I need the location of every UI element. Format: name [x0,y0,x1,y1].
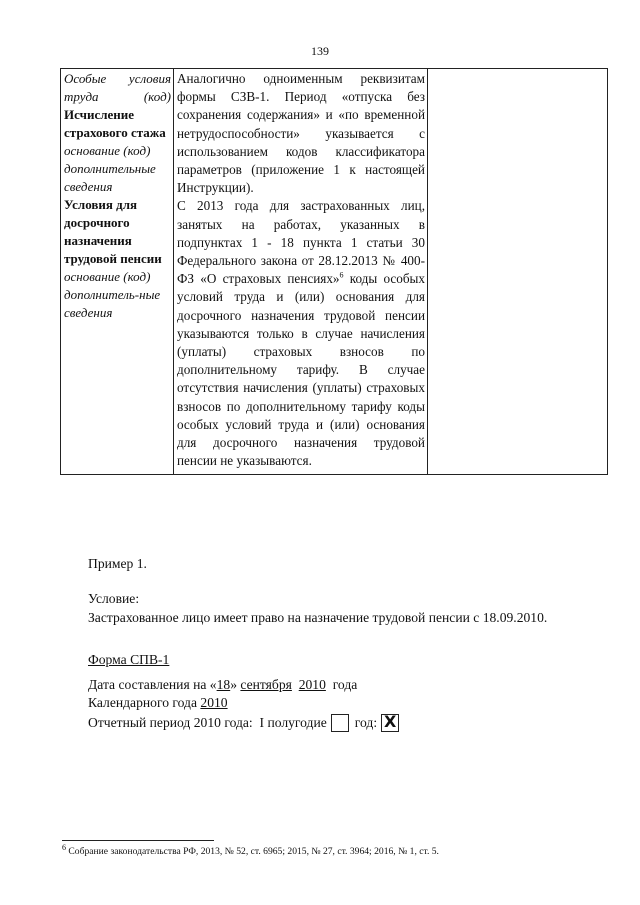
page-number: 139 [311,44,329,58]
para2-end: коды особых условий труда и (или) основания для досрочного назначения трудовой пенсии указываются только в случае начисления (уплаты) страховых взносов по дополнительному тарифу. В случае отсутствия начисления (уплаты) страховых взносов по дополнительному тарифу коды особых условий труда и (или) основания для досрочного назначения трудовой пенсии не указываются. [177,271,425,469]
para2-start: С 2013 года для застрахованных лиц, занятых на работах, указанных в подпунктах 1 - 18 пункта 1 статьи 30 Федерального закона от 28.12.2013 № 400-ФЗ «О страховых пенсиях» [177,198,425,287]
footnote [62,842,439,857]
basis-code-label: основание (код) [64,143,151,158]
basis-code-label-2: основание (код) [64,269,151,284]
half-year-label: I полугодие [259,715,327,730]
insurance-length-heading: Исчисление страхового стажа [64,107,166,140]
additional-info-label-2: дополнитель-ные сведения [64,287,161,320]
calendar-year-line [88,695,228,711]
date-line [88,677,357,693]
footnote-ref: 6 [339,270,344,280]
description-cell [174,69,428,475]
half-year-checkbox[interactable] [331,714,349,732]
condition-label: Условие: [88,591,140,606]
description-para-2 [177,197,425,470]
footnote-number: 6 [62,842,66,852]
instruction-table [60,68,608,475]
table-row [61,69,608,475]
form-title: Форма СПВ-1 [88,652,170,667]
description-para-1: Аналогично одноименным реквизитам формы СЗВ-1. Период «отпуска без сохранения содержания» и «по временной нетрудоспособности» указывается с использованием кодов классификатора параметров (приложение 1 к настоящей Инструкции). [177,71,425,196]
year-label: год: [354,715,378,730]
date-mid: » [230,677,237,692]
reporting-period-line [88,714,405,732]
additional-info-label: дополнительные сведения [64,161,156,194]
footnote-text: Собрание законодательства РФ, 2013, № 52, ст. 6965; 2015, № 27, ст. 3964; 2016, № 1, ст. 5. [68,846,439,857]
period-label: Отчетный период 2010 года: [88,715,253,730]
calendar-year-label: Календарного года [88,695,197,710]
date-day: 18 [216,677,231,692]
early-pension-heading: Условия для досрочного назначения трудовой пенсии [64,197,162,266]
calendar-year-value: 2010 [200,695,228,710]
date-year: 2010 [298,677,326,692]
empty-cell [428,69,608,475]
special-conditions-label: Особые условия труда (код) [64,71,171,104]
condition-text: Застрахованное лицо имеет право на назначение трудовой пенсии с 18.09.2010. [88,610,548,625]
example-title: Пример 1. [88,556,147,571]
date-prefix: Дата составления на « [88,677,217,692]
year-checkbox[interactable]: X [381,714,399,732]
date-month: сентября [240,677,292,692]
date-suffix: года [332,677,358,692]
field-names-cell [61,69,174,475]
footnote-divider [62,840,214,841]
